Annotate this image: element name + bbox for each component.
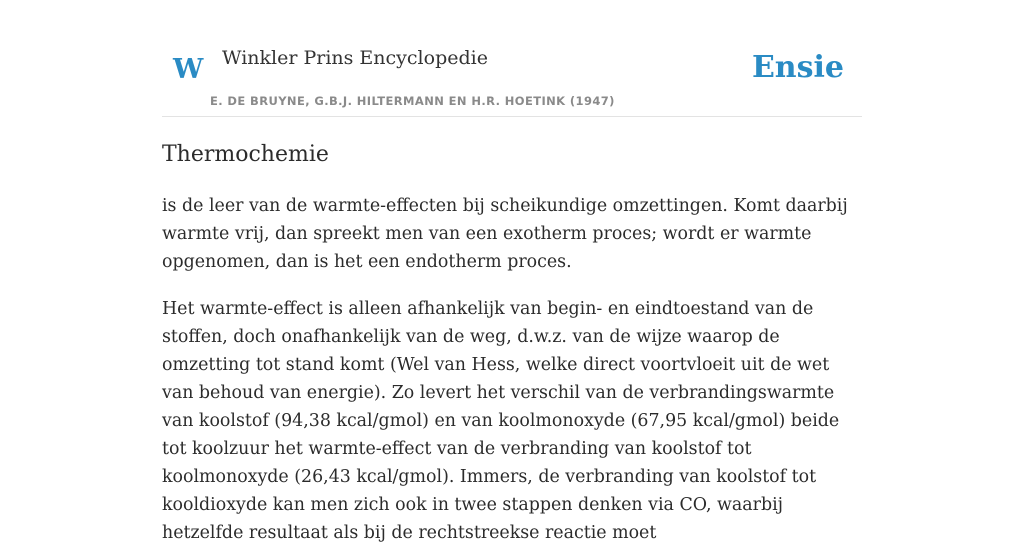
article-paragraph: Het warmte-effect is alleen afhankelijk van begin- en eindtoestand van de stoffen, doch onafhankelijk van de weg, d.w.z. van de wijze waarop de omzetting tot stand komt (Wel van Hess, welke direct voortvloeit uit de wet van behoud van energie). Zo levert het verschil van de verbrandingswarmte van koolstof (94,38 kcal/gmol) en van koolmonoxyde (67,95 kcal/gmol) beide tot koolzuur het warmte-effect van de verbranding van koolstof tot koolmonoxyde (26,43 kcal/gmol). Immers, de verbranding van koolstof tot kooldioxyde kan men zich ook in twee stappen denken via CO, waarbij hetzelfde resultaat als bij de rechtstreekse reactie moet	[162, 299, 840, 543]
article-title: Thermochemie	[162, 142, 329, 167]
publication-authors: E. DE BRUYNE, G.B.J. HILTERMANN EN H.R. HOETINK (1947)	[210, 94, 615, 108]
ensie-brand-link[interactable]: Ensie	[751, 50, 844, 85]
article-body	[162, 138, 862, 547]
article-paragraph: is de leer van de warmte-effecten bij scheikundige omzettingen. Komt daarbij warmte vrij, dan spreekt men van een exotherm proces; wordt er warmte opgenomen, dan is het een endotherm proces.	[162, 196, 848, 272]
publication-title: Winkler Prins Encyclopedie	[222, 47, 488, 69]
site-header	[162, 0, 862, 117]
winkler-prins-logo-icon[interactable]: W	[173, 54, 204, 85]
